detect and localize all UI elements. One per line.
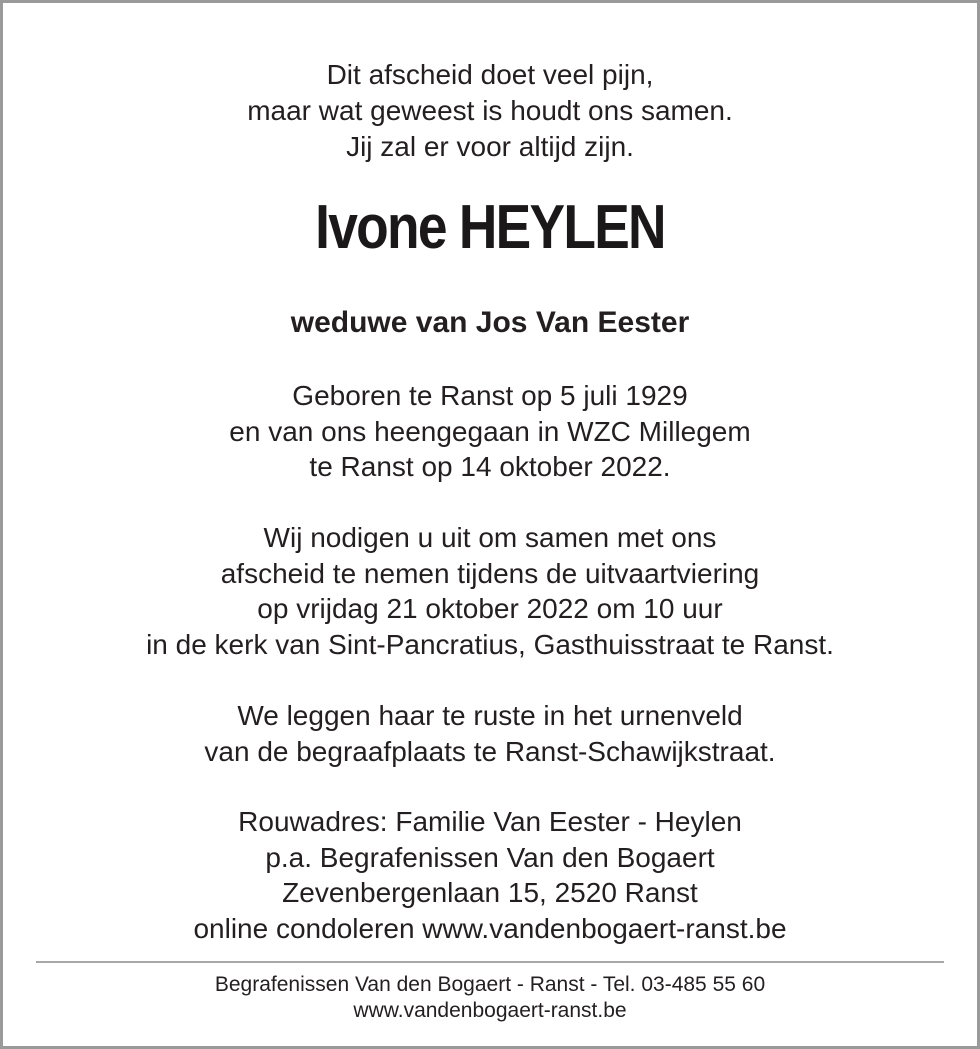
poem-line: Jij zal er voor altijd zijn. bbox=[346, 131, 634, 162]
address-line: p.a. Begrafenissen Van den Bogaert bbox=[265, 841, 715, 873]
address-line: Rouwadres: Familie Van Eester - Heylen bbox=[238, 806, 742, 837]
footer-company-line: Begrafenissen Van den Bogaert - Ranst - Tel. 03-485 55 60 bbox=[214, 973, 766, 996]
deceased-name: Ivone HEYLEN bbox=[315, 193, 665, 262]
burial-line: We leggen haar te ruste in het urnenveld bbox=[237, 700, 743, 731]
service-invitation-block bbox=[3, 520, 977, 662]
address-line: Zevenbergenlaan 15, 2520 Ranst bbox=[282, 877, 698, 908]
address-line: online condoleren www.vandenbogaert-ranst.be bbox=[193, 912, 787, 944]
birth-line: te Ranst op 14 oktober 2022. bbox=[309, 451, 671, 482]
service-line: Wij nodigen u uit om samen met ons bbox=[263, 522, 717, 553]
birth-line: en van ons heengegaan in WZC Millegem bbox=[229, 415, 751, 447]
birth-death-block bbox=[3, 378, 977, 485]
divider bbox=[36, 961, 944, 963]
poem bbox=[3, 57, 977, 165]
footer bbox=[3, 972, 977, 1024]
service-line: in de kerk van Sint-Pancratius, Gasthuisstraat te Ranst. bbox=[146, 628, 834, 660]
spouse-line: weduwe van Jos Van Eester bbox=[290, 306, 690, 339]
poem-line: Dit afscheid doet veel pijn, bbox=[326, 59, 654, 90]
service-line: op vrijdag 21 oktober 2022 om 10 uur bbox=[257, 593, 723, 624]
birth-line: Geboren te Ranst op 5 juli 1929 bbox=[292, 380, 688, 411]
burial-block bbox=[3, 698, 977, 769]
mourning-address-block bbox=[3, 804, 977, 946]
service-line: afscheid te nemen tijdens de uitvaartviering bbox=[220, 557, 760, 589]
poem-line: maar wat geweest is houdt ons samen. bbox=[247, 95, 733, 126]
footer-website: www.vandenbogaert-ranst.be bbox=[353, 999, 627, 1022]
burial-line: van de begraafplaats te Ranst-Schawijkstraat. bbox=[204, 735, 776, 767]
